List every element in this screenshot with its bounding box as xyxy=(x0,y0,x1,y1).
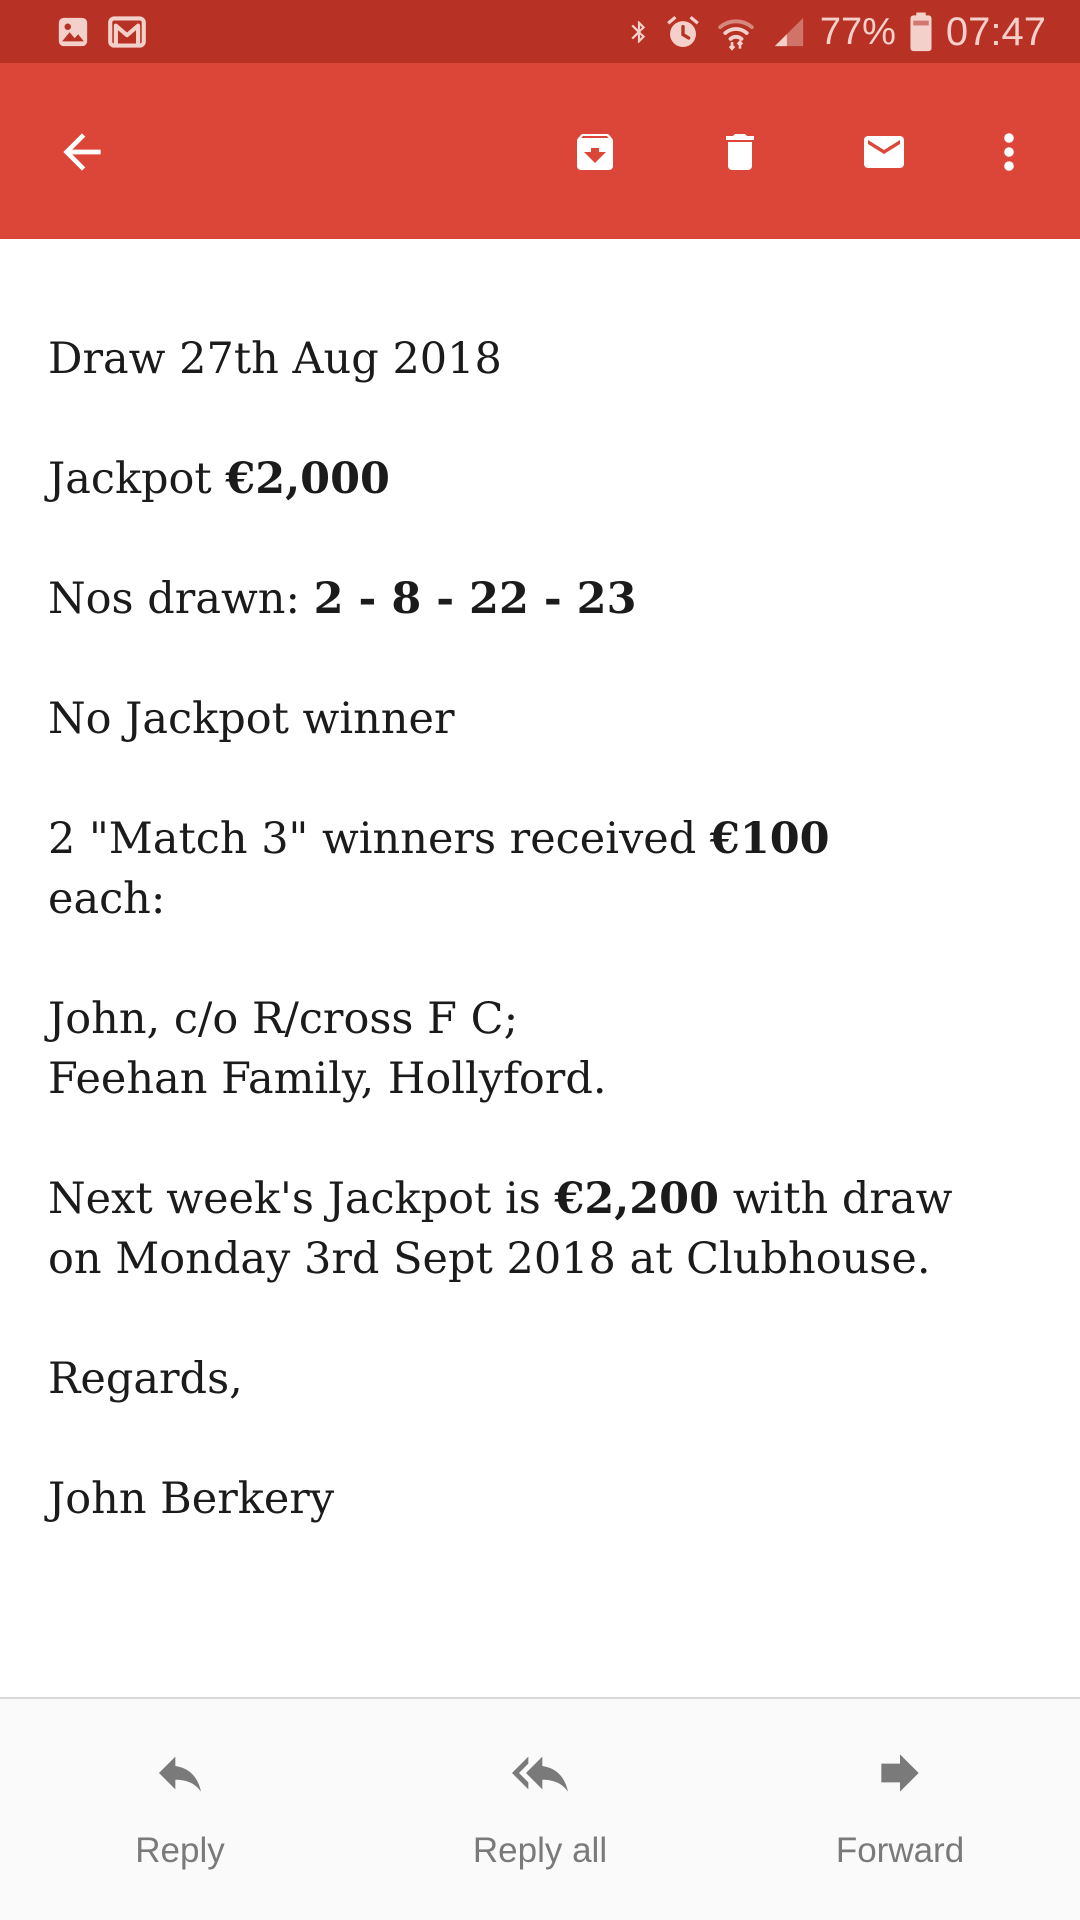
reply-label: Reply xyxy=(135,1831,225,1870)
back-button[interactable] xyxy=(54,124,110,180)
signal-icon xyxy=(770,15,808,49)
status-indicators xyxy=(626,9,1080,54)
mark-unread-button[interactable] xyxy=(860,128,908,176)
reply-all-icon xyxy=(512,1745,568,1801)
forward-button[interactable] xyxy=(720,1699,1080,1920)
reply-all-button[interactable] xyxy=(360,1699,720,1920)
forward-label: Forward xyxy=(835,1831,965,1870)
reply-button[interactable] xyxy=(0,1699,360,1920)
status-time: 07:47 xyxy=(945,9,1046,54)
email-content-scroll[interactable] xyxy=(0,239,1080,1697)
trash-icon xyxy=(716,128,764,176)
battery-icon xyxy=(908,12,934,52)
arrow-left-icon xyxy=(54,124,110,180)
alarm-icon xyxy=(664,13,702,51)
email-paragraph: Jackpot €2,000 xyxy=(48,454,390,504)
email-paragraph: 2 "Match 3" winners received €100 each: xyxy=(48,814,830,924)
footer-action-bar xyxy=(0,1697,1080,1920)
archive-button[interactable] xyxy=(571,128,619,176)
email-paragraph: Next week's Jackpot is €2,200 with draw on Monday 3rd Sept 2018 at Clubhouse. xyxy=(48,1174,953,1284)
email-paragraph: Regards, xyxy=(48,1354,243,1404)
delete-button[interactable] xyxy=(716,128,764,176)
gmail-notification-icon xyxy=(108,16,146,48)
envelope-icon xyxy=(860,128,908,176)
wifi-icon xyxy=(714,13,758,51)
gallery-notification-icon xyxy=(56,15,90,49)
more-options-button[interactable] xyxy=(985,128,1033,176)
archive-icon xyxy=(571,128,619,176)
forward-icon xyxy=(872,1745,928,1801)
email-body xyxy=(0,239,1080,1529)
app-bar xyxy=(0,63,1080,239)
status-bar xyxy=(0,0,1080,63)
bluetooth-icon xyxy=(626,15,652,49)
email-paragraph: Nos drawn: 2 - 8 - 22 - 23 xyxy=(48,574,637,624)
email-paragraph: John, c/o R/cross F C; Feehan Family, Hollyford. xyxy=(48,994,607,1104)
reply-icon xyxy=(152,1745,208,1801)
reply-all-label: Reply all xyxy=(472,1831,608,1870)
overflow-menu-icon xyxy=(985,128,1033,176)
battery-percent: 77% xyxy=(819,10,896,53)
email-paragraph: John Berkery xyxy=(48,1474,335,1524)
email-paragraph: No Jackpot winner xyxy=(48,694,455,744)
status-notification-icons xyxy=(0,15,146,49)
email-paragraph: Draw 27th Aug 2018 xyxy=(48,334,502,384)
